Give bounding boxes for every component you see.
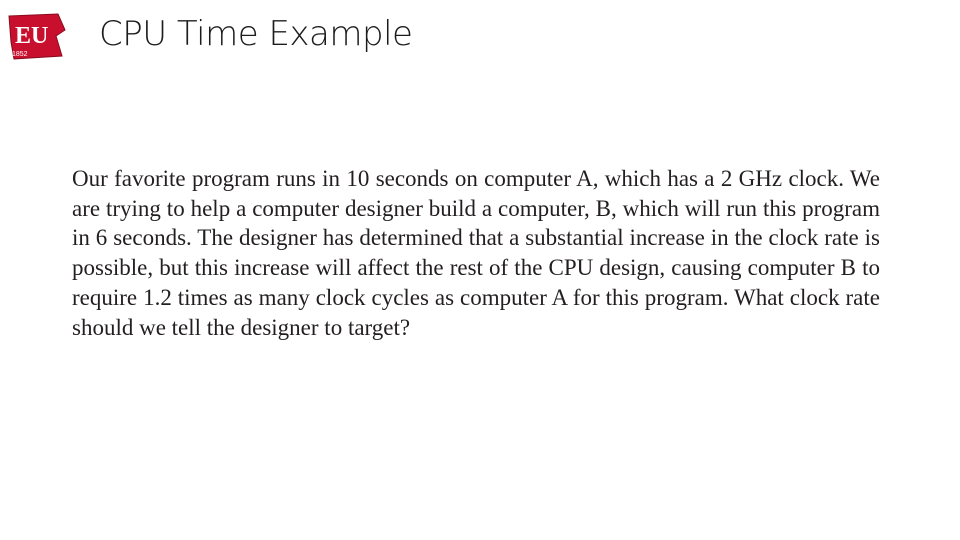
logo-letters: EU — [15, 23, 49, 49]
slide-title: CPU Time Example — [99, 14, 413, 54]
logo-year: 1852 — [12, 51, 28, 58]
problem-statement: Our favorite program runs in 10 seconds on computer A, which has a 2 GHz clock. We are trying to help a computer designer build a computer, B, which will run this program in 6 seconds. The designer has determined that a substantial increase in the clock rate is possible, but this increase will affect the rest of the CPU design, causing computer B to require 1.2 times as many clock cycles as computer A for this program. What clock rate should we tell the designer to target? — [72, 166, 880, 340]
eu-flag-logo-icon — [8, 12, 68, 62]
university-logo — [8, 12, 68, 62]
